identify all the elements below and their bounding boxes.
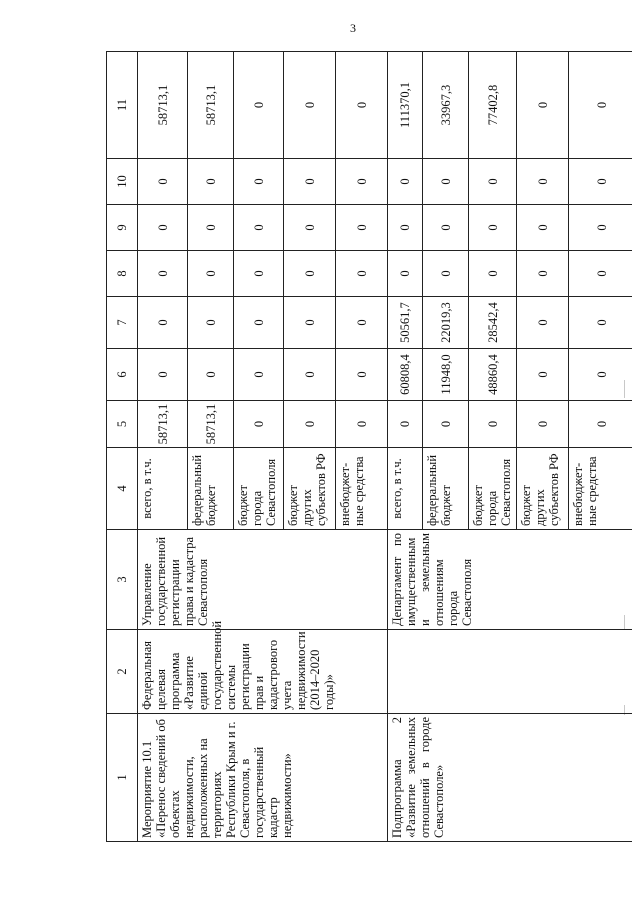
funding-table <box>106 51 632 842</box>
value-cell: 60808,4 <box>388 349 423 401</box>
value-cell: 0 <box>569 159 632 205</box>
value-cell: 0 <box>423 401 469 448</box>
executor-name: Департамент по имущественным и земельным отношениям города Севастополя <box>388 530 632 630</box>
value-cell: 0 <box>336 297 388 349</box>
header-cell: 7 <box>107 297 138 349</box>
value-cell: 0 <box>569 349 632 401</box>
value-cell: 0 <box>336 349 388 401</box>
value-cell: 0 <box>284 297 336 349</box>
header-row <box>107 52 138 842</box>
table-row <box>138 52 188 842</box>
value-cell: 0 <box>517 205 569 251</box>
value-cell: 0 <box>388 159 423 205</box>
value-cell: 58713,1 <box>188 401 234 448</box>
funding-source: всего, в т.ч. <box>138 448 188 530</box>
value-cell: 0 <box>284 349 336 401</box>
value-cell: 0 <box>188 205 234 251</box>
value-cell: 58713,1 <box>138 52 188 159</box>
value-cell: 0 <box>188 349 234 401</box>
value-cell: 11948,0 <box>423 349 469 401</box>
value-cell: 58713,1 <box>138 401 188 448</box>
value-cell: 33967,3 <box>423 52 469 159</box>
rotated-table-container <box>106 52 630 842</box>
value-cell: 0 <box>423 159 469 205</box>
value-cell: 0 <box>336 52 388 159</box>
value-cell: 0 <box>138 251 188 297</box>
value-cell: 0 <box>517 159 569 205</box>
header-cell: 9 <box>107 205 138 251</box>
header-cell: 11 <box>107 52 138 159</box>
value-cell: 0 <box>569 251 632 297</box>
value-cell: 0 <box>569 205 632 251</box>
header-cell: 6 <box>107 349 138 401</box>
funding-source: федеральный бюджет <box>423 448 469 530</box>
value-cell: 0 <box>517 349 569 401</box>
value-cell: 0 <box>138 159 188 205</box>
funding-source: внебюджет-ные средства <box>569 448 632 530</box>
value-cell: 0 <box>188 297 234 349</box>
funding-source: бюджет города Севастополя <box>234 448 284 530</box>
value-cell: 0 <box>423 205 469 251</box>
value-cell: 0 <box>517 401 569 448</box>
value-cell: 0 <box>234 251 284 297</box>
value-cell: 0 <box>517 251 569 297</box>
program-name: Федеральная целевая программа «Развитие единой государственной системы регистрации прав и кадастрового учета недвижимости (2014–2020 годы)» <box>138 630 388 714</box>
value-cell: 0 <box>284 159 336 205</box>
funding-source: бюджет других субъектов РФ <box>284 448 336 530</box>
header-cell: 10 <box>107 159 138 205</box>
header-cell: 8 <box>107 251 138 297</box>
header-cell: 4 <box>107 448 138 530</box>
value-cell: 0 <box>388 251 423 297</box>
value-cell: 0 <box>234 52 284 159</box>
funding-source: бюджет города Севастополя <box>469 448 517 530</box>
value-cell: 0 <box>188 159 234 205</box>
value-cell: 28542,4 <box>469 297 517 349</box>
value-cell: 77402,8 <box>469 52 517 159</box>
value-cell: 0 <box>469 159 517 205</box>
value-cell: 0 <box>388 205 423 251</box>
value-cell: 0 <box>138 297 188 349</box>
value-cell: 0 <box>469 205 517 251</box>
value-cell: 0 <box>138 205 188 251</box>
value-cell: 0 <box>336 401 388 448</box>
value-cell: 0 <box>234 349 284 401</box>
page-number: 3 <box>350 21 356 35</box>
value-cell: 0 <box>336 251 388 297</box>
value-cell: 58713,1 <box>188 52 234 159</box>
value-cell: 0 <box>517 297 569 349</box>
value-cell: 0 <box>569 52 632 159</box>
value-cell: 0 <box>234 297 284 349</box>
value-cell: 0 <box>517 52 569 159</box>
program-name <box>388 630 632 714</box>
value-cell: 0 <box>336 159 388 205</box>
value-cell: 0 <box>569 401 632 448</box>
value-cell: 22019,3 <box>423 297 469 349</box>
value-cell: 0 <box>234 401 284 448</box>
value-cell: 0 <box>188 251 234 297</box>
value-cell: 0 <box>388 401 423 448</box>
header-cell: 2 <box>107 630 138 714</box>
value-cell: 0 <box>284 205 336 251</box>
executor-name: Управление государственной регистрации права и кадастра Севастополя <box>138 530 388 630</box>
value-cell: 0 <box>423 251 469 297</box>
value-cell: 0 <box>284 52 336 159</box>
value-cell: 0 <box>234 205 284 251</box>
value-cell: 0 <box>469 251 517 297</box>
header-cell: 5 <box>107 401 138 448</box>
value-cell: 50561,7 <box>388 297 423 349</box>
header-cell: 1 <box>107 714 138 842</box>
funding-source: всего, в т.ч. <box>388 448 423 530</box>
value-cell: 111370,1 <box>388 52 423 159</box>
subprogram-name: Подпрограмма 2 «Развитие земельных отношений в городе Севастополе» <box>388 714 632 842</box>
value-cell: 48860,4 <box>469 349 517 401</box>
value-cell: 0 <box>138 349 188 401</box>
funding-source: внебюджет-ные средства <box>336 448 388 530</box>
value-cell: 0 <box>336 205 388 251</box>
value-cell: 0 <box>234 159 284 205</box>
activity-name: Мероприятие 10.1 «Перенос сведений об объектах недвижимости, расположенных на территориях Республики Крым и г. Севастополя, в государственный кадастр недвижимости» <box>138 714 388 842</box>
header-cell: 3 <box>107 530 138 630</box>
value-cell: 0 <box>284 401 336 448</box>
value-cell: 0 <box>569 297 632 349</box>
table-row <box>388 52 423 842</box>
funding-source: бюджет других субъектов РФ <box>517 448 569 530</box>
funding-source: федеральный бюджет <box>188 448 234 530</box>
value-cell: 0 <box>284 251 336 297</box>
value-cell: 0 <box>469 401 517 448</box>
